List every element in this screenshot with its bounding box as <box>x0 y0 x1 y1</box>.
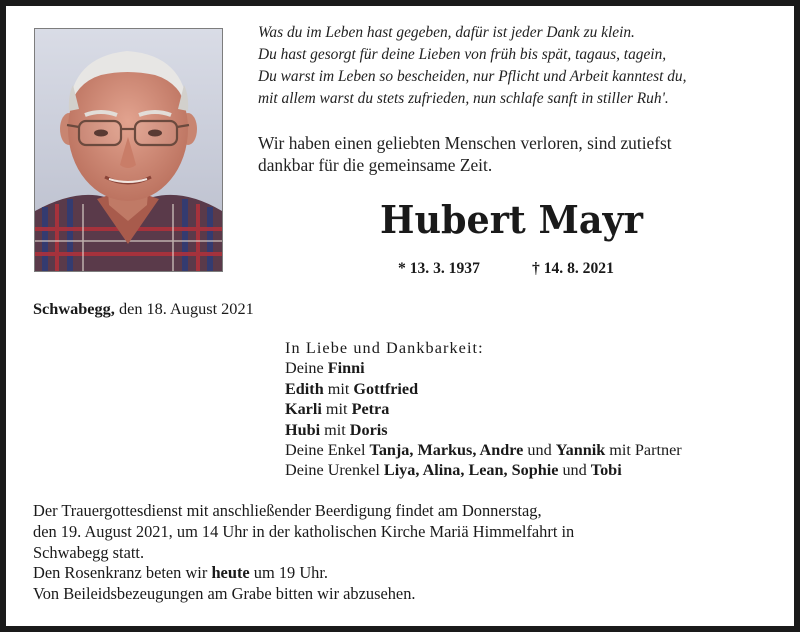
notice-date: den 18. August 2021 <box>118 299 254 318</box>
mourner-line <box>285 420 682 440</box>
notice-text: um 19 Uhr. <box>253 563 329 583</box>
notice-line: den 19. August 2021, um 14 Uhr in der katholischen Kirche Mariä Himmelfahrt in <box>33 521 575 541</box>
notice-line: Der Trauergottesdienst mit anschließender Beerdigung findet am Donnerstag, <box>33 501 542 520</box>
death-date: † 14. 8. 2021 <box>532 260 614 277</box>
mourner-name: Hubi <box>285 420 321 439</box>
place-date-line <box>33 299 254 319</box>
mourner-line <box>285 399 682 419</box>
mourner-name: Tanja, Markus, Andre <box>369 441 524 460</box>
mourner-prefix: Deine <box>285 359 324 378</box>
mourners-heading: In Liebe und Dankbarkeit: <box>285 339 484 357</box>
birth-date: * 13. 3. 1937 <box>398 260 480 277</box>
mourner-name: Tobi <box>590 461 622 480</box>
mourner-name: Gottfried <box>353 379 419 398</box>
notice-line: Schwabegg statt. <box>33 542 145 562</box>
mourner-line <box>285 440 682 460</box>
mourner-connector: mit <box>325 400 348 419</box>
poem-line: Du hast gesorgt für deine Lieben von früh bis spät, tagaus, tagein, <box>258 46 667 63</box>
mourner-name: Liya, Alina, Lean, Sophie <box>383 461 559 480</box>
mourner-prefix: Deine Urenkel <box>285 461 380 480</box>
mourner-suffix: mit Partner <box>609 441 682 460</box>
intro-line: dankbar für die gemeinsame Zeit. <box>258 155 493 175</box>
intro-line: Wir haben einen geliebten Menschen verloren, sind zutiefst <box>258 133 672 153</box>
mourner-connector: und <box>562 461 587 480</box>
mourners-list <box>285 338 682 481</box>
mourner-name: Petra <box>351 400 390 419</box>
intro-text <box>258 132 778 176</box>
notice-emphasis: heute <box>211 563 250 583</box>
mourner-line <box>285 460 682 480</box>
notice-line <box>33 563 574 584</box>
deceased-name: Hubert Mayr <box>380 197 643 242</box>
mourner-name: Edith <box>285 379 324 398</box>
mourner-line <box>285 379 682 399</box>
notice-line: Von Beileidsbezeugungen am Grabe bitten wir abzusehen. <box>33 584 416 604</box>
mourner-name: Yannik <box>555 441 606 460</box>
mourner-prefix: Deine Enkel <box>285 441 366 460</box>
mourner-line <box>285 358 682 378</box>
funeral-notice <box>33 501 574 605</box>
mourner-connector: mit <box>327 379 350 398</box>
poem-line: Du warst im Leben so bescheiden, nur Pflicht und Arbeit kanntest du, <box>258 68 687 85</box>
mourner-connector: mit <box>324 420 346 439</box>
poem-line: mit allem warst du stets zufrieden, nun schlafe sanft in stiller Ruh'. <box>258 90 669 107</box>
mourner-name: Finni <box>327 359 365 378</box>
notice-text: Den Rosenkranz beten wir <box>33 563 208 583</box>
place-name: Schwabegg, <box>33 299 115 318</box>
mourner-connector: und <box>527 441 552 460</box>
mourner-name: Karli <box>285 400 322 419</box>
portrait-photo <box>34 28 223 272</box>
memorial-poem <box>258 22 788 110</box>
poem-line: Was du im Leben hast gegeben, dafür ist jeder Dank zu klein. <box>258 24 635 41</box>
mourner-name: Doris <box>349 420 388 439</box>
